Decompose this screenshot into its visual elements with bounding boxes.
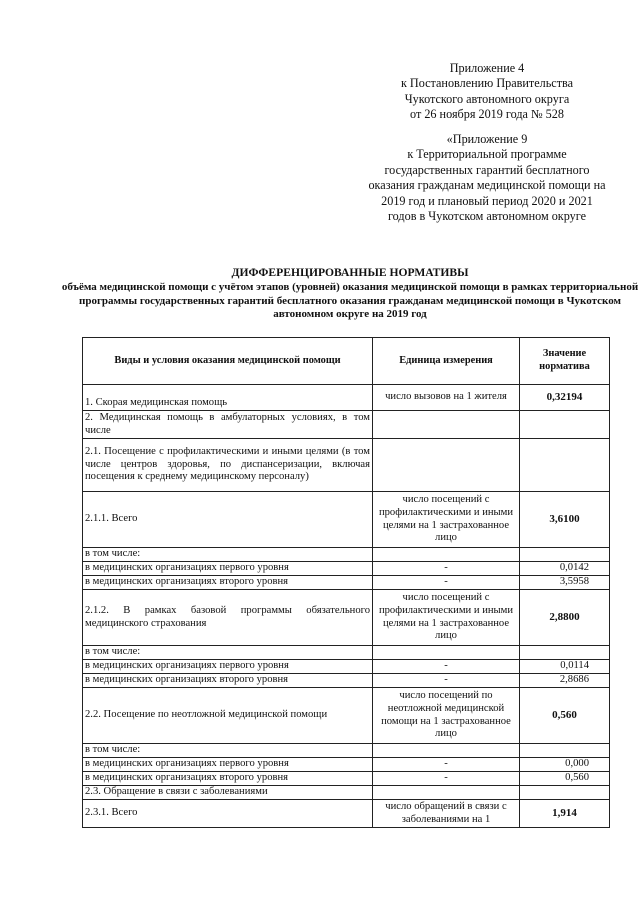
cell-value: 3,6100 [520, 492, 610, 548]
cell-unit: - [373, 674, 520, 688]
cell-unit: число посещений с профилактическими и иными целями на 1 застрахованное лицо [373, 590, 520, 646]
table-row [83, 688, 610, 744]
cell-value [520, 411, 610, 439]
document-subtitle: объёма медицинской помощи с учётом этапов (уровней) оказания медицинской помощи в рамках территориальной программы государственных гарантий бесплатного оказания гражданам медицинской помощи в Чукотском автономном округе на 2019 год [61, 281, 639, 321]
norms-table [82, 337, 610, 828]
table-row [83, 660, 610, 674]
cell-value [520, 744, 610, 758]
cell-kind: в медицинских организациях второго уровня [83, 772, 373, 786]
annex-number: Приложение 4 [449, 61, 525, 75]
table-row [83, 411, 610, 439]
cell-value: 1,914 [520, 800, 610, 828]
table-row [83, 758, 610, 772]
cell-kind: 2.2. Посещение по неотложной медицинской помощи [83, 688, 373, 744]
cell-unit [373, 646, 520, 660]
table-row [83, 646, 610, 660]
table-row [83, 772, 610, 786]
cell-unit: - [373, 772, 520, 786]
table-row [83, 590, 610, 646]
column-header-kind: Виды и условия оказания медицинской помощи [83, 338, 373, 385]
program-annex-description: к Территориальной программе государственных гарантий бесплатного оказания гражданам медицинской помощи на 2019 год и плановый период 2020 и 2021 годов в Чукотском автономном округе [368, 147, 606, 224]
program-annex-number: «Приложение 9 [446, 132, 528, 146]
cell-value: 2,8686 [520, 674, 610, 688]
cell-kind: 2.1. Посещение с профилактическими и иными целями (в том числе центров здоровья, по диспансеризации, включая посещения к среднему медицинскому персоналу) [83, 439, 373, 492]
cell-unit: число обращений в связи с заболеваниями на 1 [373, 800, 520, 828]
column-header-value: Значение норматива [520, 338, 610, 385]
cell-value: 2,8800 [520, 590, 610, 646]
cell-kind: в медицинских организациях первого уровня [83, 562, 373, 576]
cell-value: 0,0142 [520, 562, 610, 576]
cell-unit [373, 548, 520, 562]
cell-unit: число посещений с профилактическими и иными целями на 1 застрахованное лицо [373, 492, 520, 548]
cell-kind: в том числе: [83, 548, 373, 562]
cell-kind: в том числе: [83, 744, 373, 758]
cell-value [520, 548, 610, 562]
table-row [83, 674, 610, 688]
cell-unit: число вызовов на 1 жителя [373, 385, 520, 411]
cell-value: 3,5958 [520, 576, 610, 590]
cell-kind: 2.1.1. Всего [83, 492, 373, 548]
cell-kind: в медицинских организациях первого уровня [83, 660, 373, 674]
cell-unit: число посещений по неотложной медицинской помощи на 1 застрахованное лицо [373, 688, 520, 744]
program-annex-block [368, 132, 606, 224]
cell-unit: - [373, 660, 520, 674]
cell-unit: - [373, 562, 520, 576]
annex-date-number: от 26 ноября 2019 года № 528 [410, 107, 564, 122]
table-row [83, 492, 610, 548]
cell-value [520, 439, 610, 492]
cell-kind: в медицинских организациях первого уровня [83, 758, 373, 772]
cell-kind: 2. Медицинская помощь в амбулаторных условиях, в том числе [83, 411, 373, 439]
table-row [83, 786, 610, 800]
cell-value: 0,32194 [520, 385, 610, 411]
cell-value: 0,000 [520, 758, 610, 772]
annex-reference-block [368, 61, 606, 123]
cell-kind: в медицинских организациях второго уровня [83, 674, 373, 688]
cell-kind: в том числе: [83, 646, 373, 660]
document-title: ДИФФЕРЕНЦИРОВАННЫЕ НОРМАТИВЫ [231, 266, 469, 279]
cell-unit [373, 411, 520, 439]
table-header-row [83, 338, 610, 385]
cell-value: 0,560 [520, 688, 610, 744]
cell-kind: в медицинских организациях второго уровня [83, 576, 373, 590]
table-row [83, 439, 610, 492]
cell-kind: 2.3. Обращение в связи с заболеваниями [83, 786, 373, 800]
cell-unit: - [373, 758, 520, 772]
cell-unit [373, 439, 520, 492]
cell-value: 0,0114 [520, 660, 610, 674]
cell-unit: - [373, 576, 520, 590]
cell-value: 0,560 [520, 772, 610, 786]
cell-value [520, 646, 610, 660]
table-row [83, 562, 610, 576]
cell-value [520, 786, 610, 800]
cell-kind: 2.1.2. В рамках базовой программы обязательного медицинского страхования [83, 590, 373, 646]
table-row [83, 800, 610, 828]
table-row [83, 548, 610, 562]
cell-unit [373, 744, 520, 758]
table-row [83, 385, 610, 411]
table-row [83, 744, 610, 758]
cell-kind: 1. Скорая медицинская помощь [83, 385, 373, 411]
cell-unit [373, 786, 520, 800]
cell-kind: 2.3.1. Всего [83, 800, 373, 828]
annex-decree-ref: к Постановлению Правительства [400, 76, 574, 91]
column-header-unit: Единица измерения [373, 338, 520, 385]
annex-region: Чукотского автономного округа [404, 91, 570, 106]
table-row [83, 576, 610, 590]
